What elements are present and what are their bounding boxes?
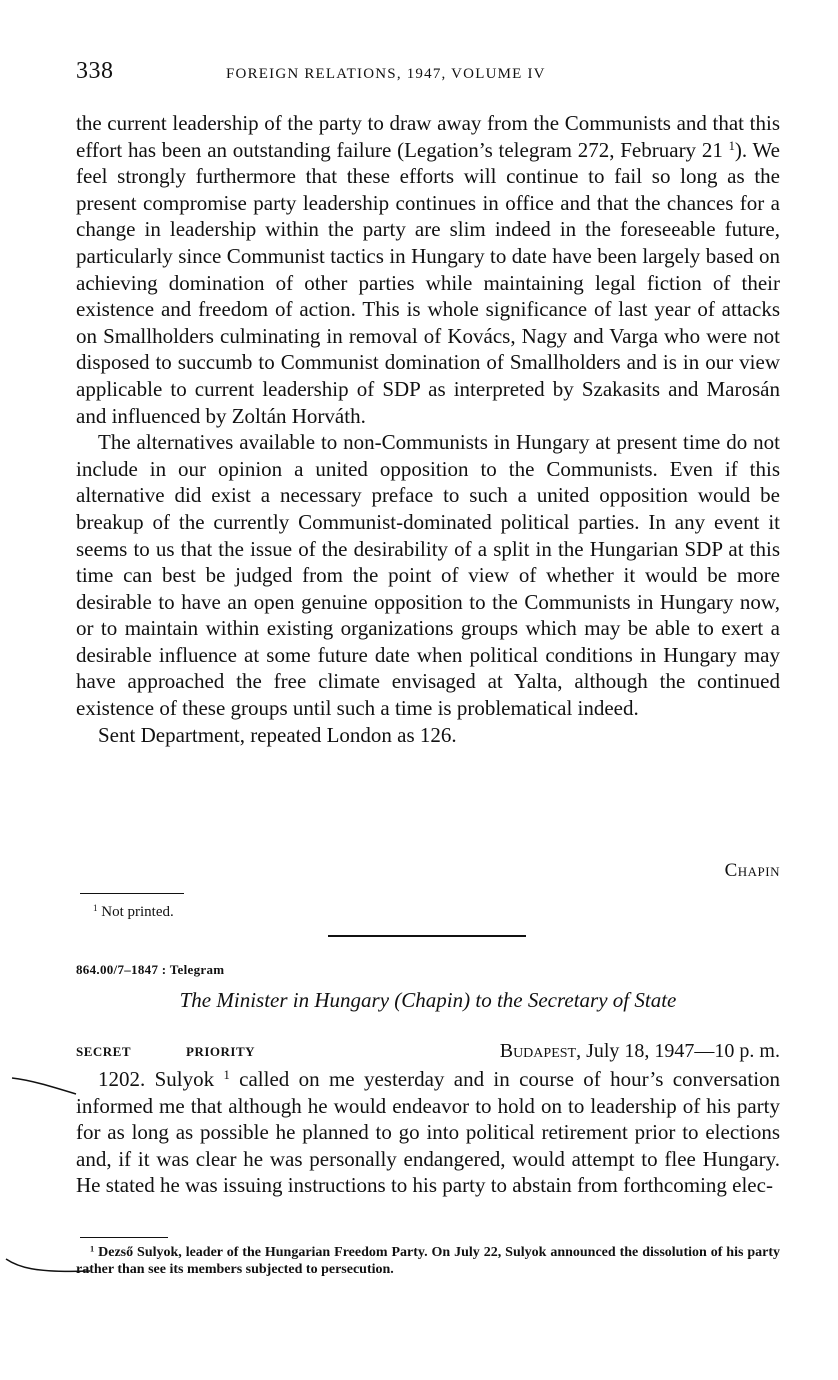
section-divider (328, 935, 526, 937)
page-header (76, 58, 780, 92)
telegram-paragraph: 1202. Sulyok $^1$ called on me yesterday and in course of hour’s conversation informed me that although he would endeavor to hold on to leadership of his party for as long as possible he planned to go into political retirement prior to elections and, if it was clear he was personally endangered, would attempt to flee Hungary. He stated he was issuing instructions to his party to abstain from forthcoming elec- (76, 1067, 781, 1198)
footnote-marker: 1 (93, 903, 98, 914)
body-paragraph-2: The alternatives available to non-Communists in Hungary at present time do not include in our opinion a united opposition to the Communists. Even if this alternative did exist a necessary preface to such a united opposition would be breakup of the currently Communist-dominated political parties. In any event it seems to us that the issue of the desirability of a split in the Hungarian SDP at this time can best be judged from the point of view of whether it would be more desirable to have an open genuine opposition to the Communists in Hungary now, or to maintain within existing organizations groups which may be able to exert a desirable influence at some future date when political conditions in Hungary may have approached the free climate envisaged at Yalta, although the continued existence of these groups until such a time is problematical indeed. (76, 430, 780, 721)
footnote-divider (80, 893, 184, 894)
body-paragraph-3: Sent Department, repeated London as 126. (98, 722, 457, 747)
footnote-2: $^1$ Dezső Sulyok, leader of the Hungarian Freedom Party. On July 22, Sulyok announced the dissolution of his party rather than see its members subjected to persecution. (76, 1244, 780, 1277)
footnote-divider-2 (80, 1237, 168, 1238)
footnote-1: $^1$ Not printed. (93, 903, 174, 920)
margin-pen-mark-1 (10, 1068, 80, 1098)
priority-label: PRIORITY (186, 1044, 256, 1059)
classification-label: SECRET (76, 1044, 132, 1059)
body-paragraph-1: the current leadership of the party to draw away from the Communists and that this effort has been an outstanding failure (Legation’s telegram 272, February 21 $^1$). We feel strongly furthermore that these efforts will continue to fail so long as the present compromise party leadership continues in office and that the chances for a change in leadership within the party are slim indeed in the foreseeable future, particularly since Communist tactics in Hungary to date have been largely based on achieving domination of other parties while maintaining legal fiction of their existence and freedom of action. This is whole significance of last year of attacks on Smallholders culminating in removal of Kovács, Nagy and Varga who were not disposed to succumb to Communist domination of Smallholders and is in our view applicable to current leadership of SDP as interpreted by Szakasits and Marosán and influenced by Zoltán Horváth. (76, 111, 780, 428)
document-file-number: 864.00/7–1847 : Telegram (76, 962, 225, 977)
footnote-ref: 1 (728, 138, 735, 153)
telegram-body (76, 1066, 780, 1199)
letter-body-continued (76, 110, 780, 748)
margin-pen-mark-2 (4, 1255, 94, 1277)
document-title: The Minister in Hungary (Chapin) to the Secretary of State (179, 988, 677, 1012)
running-head: FOREIGN RELATIONS, 1947, VOLUME IV (226, 66, 546, 82)
signature: Chapin (724, 860, 780, 881)
dateline: Budapest, July 18, 1947—10 p. m. (499, 1040, 780, 1062)
document-metadata (76, 1040, 780, 1064)
footnote-ref: 1 (223, 1068, 230, 1083)
footnote-marker: 1 (90, 1244, 95, 1254)
page-number: 338 (76, 58, 114, 84)
